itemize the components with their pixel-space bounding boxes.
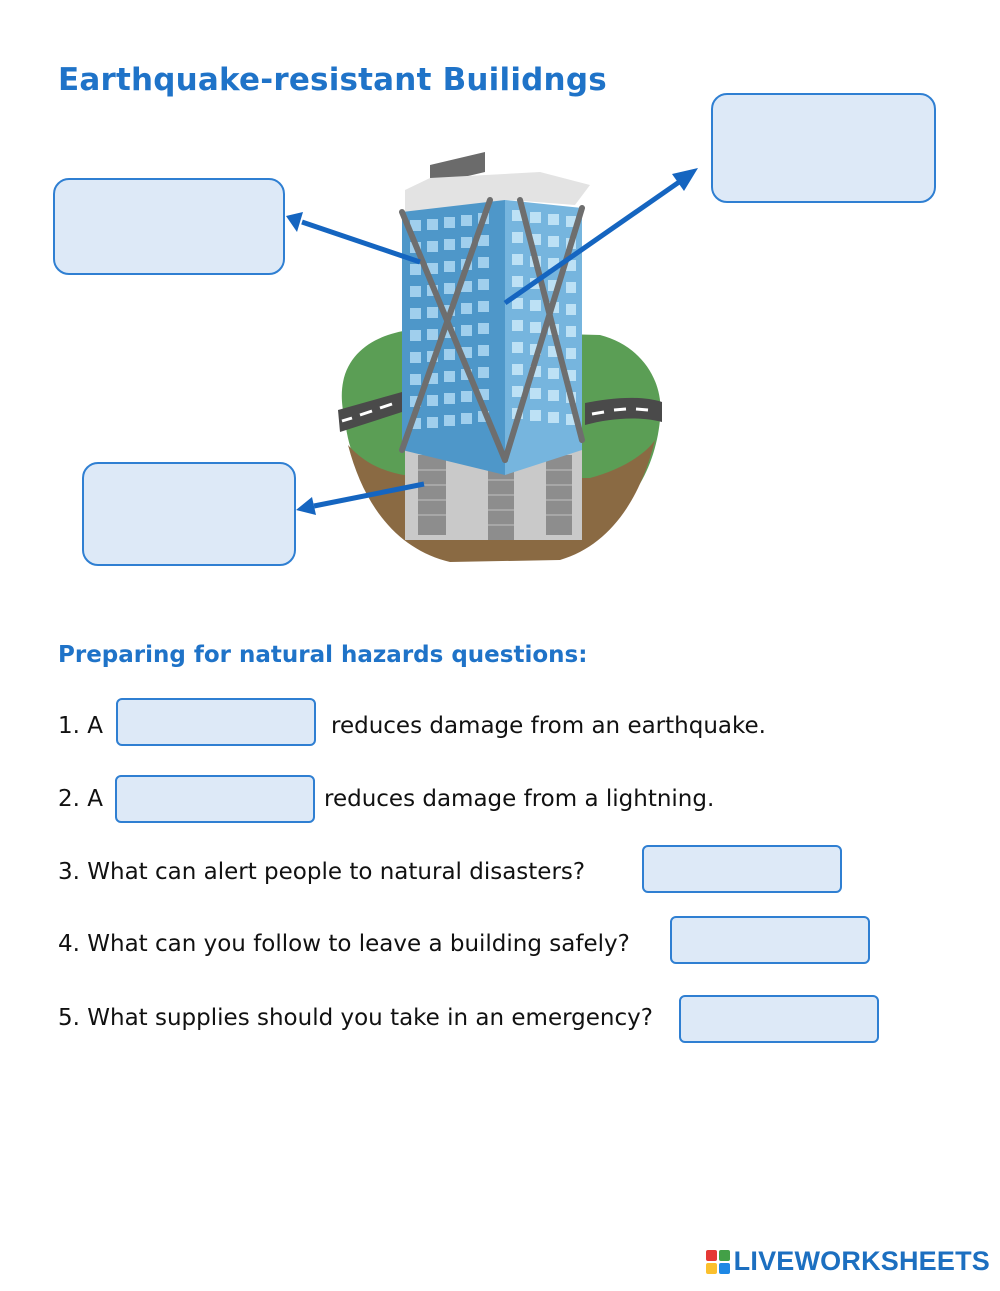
logo-cell-blue <box>719 1263 730 1274</box>
label-box-right-top[interactable] <box>711 93 936 203</box>
label-box-left-bottom[interactable] <box>82 462 296 566</box>
question-1-suffix: reduces damage from an earthquake. <box>331 713 766 739</box>
worksheet-title: Earthquake-resistant Builidngs <box>58 62 607 98</box>
question-2-prefix: 2. A <box>58 786 103 812</box>
answer-input-4[interactable] <box>670 916 870 964</box>
liveworksheets-wordmark: LIVEWORKSHEETS <box>733 1246 990 1276</box>
question-5-text: 5. What supplies should you take in an emergency? <box>58 1005 653 1031</box>
answer-input-1[interactable] <box>116 698 316 746</box>
answer-input-5[interactable] <box>679 995 879 1043</box>
section-title: Preparing for natural hazards questions: <box>58 642 588 668</box>
logo-cell-red <box>706 1250 717 1261</box>
label-box-left-middle[interactable] <box>53 178 285 275</box>
question-1-prefix: 1. A <box>58 713 103 739</box>
liveworksheets-logo-icon <box>706 1250 730 1274</box>
question-3-text: 3. What can alert people to natural disasters? <box>58 859 586 885</box>
question-2-suffix: reduces damage from a lightning. <box>324 786 715 812</box>
question-4-text: 4. What can you follow to leave a building safely? <box>58 931 630 957</box>
liveworksheets-brand <box>706 1246 990 1277</box>
answer-input-3[interactable] <box>642 845 842 893</box>
answer-input-2[interactable] <box>115 775 315 823</box>
logo-cell-yellow <box>706 1263 717 1274</box>
logo-cell-green <box>719 1250 730 1261</box>
